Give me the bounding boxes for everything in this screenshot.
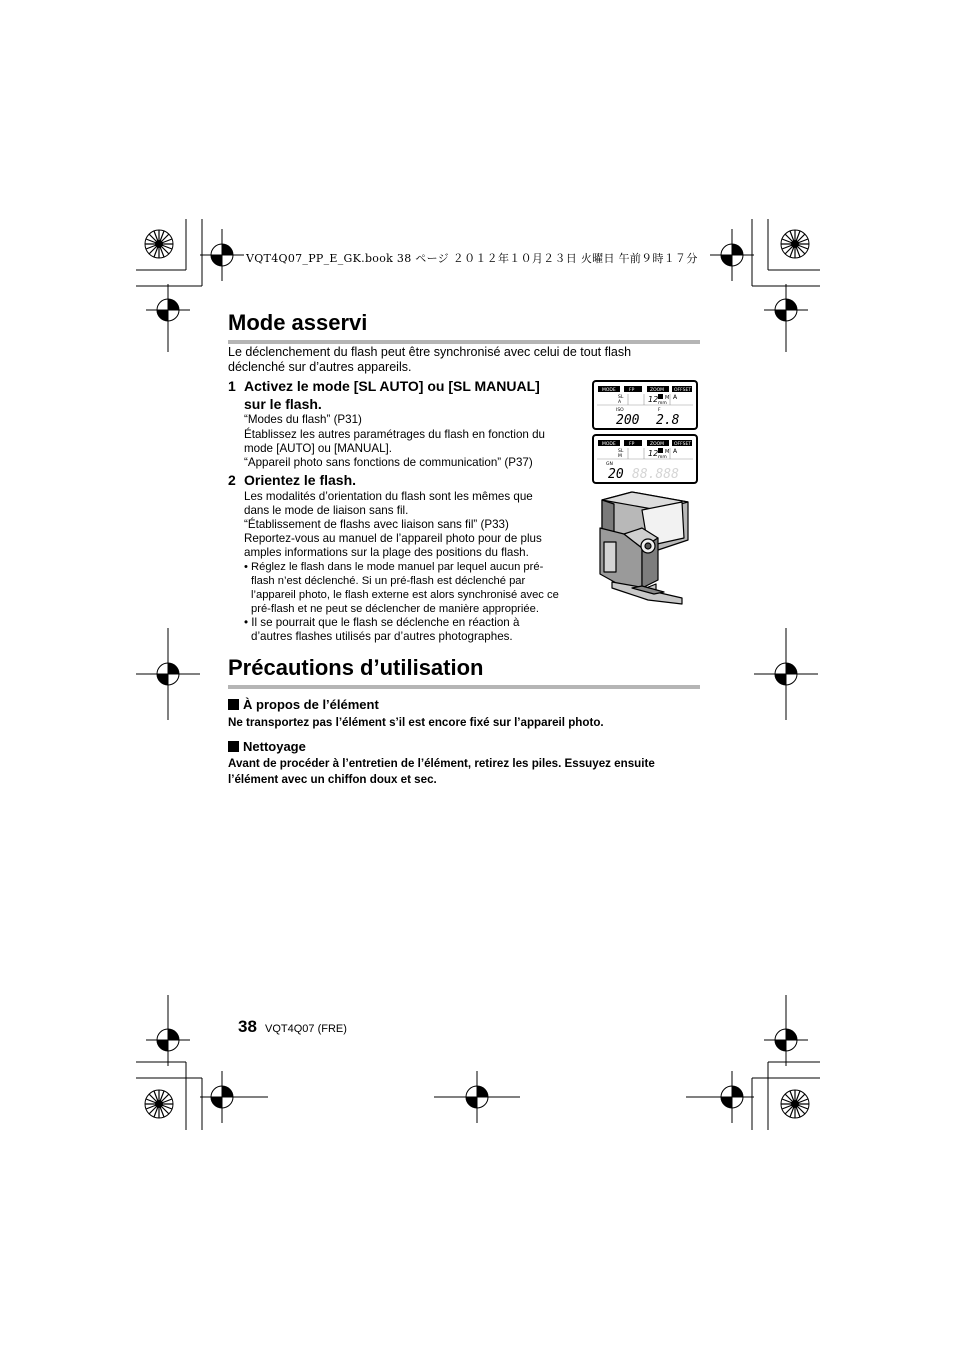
section-title-precautions: Précautions d’utilisation bbox=[228, 655, 484, 680]
body-line: mode [AUTO] ou [MANUAL]. bbox=[244, 442, 392, 455]
body-line: Reportez-vous au manuel de l’appareil photo pour de plus bbox=[244, 532, 542, 545]
svg-text:FP: FP bbox=[629, 388, 635, 393]
svg-text:F: F bbox=[658, 408, 661, 413]
svg-text:88.888: 88.888 bbox=[632, 467, 679, 482]
body-line: Établissez les autres paramétrages du flash en fonction du bbox=[244, 428, 545, 441]
bullet-manual-mode bbox=[244, 560, 589, 616]
document-code: VQT4Q07 (FRE) bbox=[265, 1023, 347, 1035]
step-title-line: sur le flash. bbox=[244, 396, 322, 412]
cross-reference-modes: “Modes du flash” (P31) bbox=[244, 413, 362, 426]
book-header: VQT4Q07_PP_E_GK.book 38 ページ ２０１２年１０月２３日 火曜日 午前９時１７分 bbox=[246, 252, 698, 265]
svg-text:2.8: 2.8 bbox=[656, 413, 680, 428]
section-title-mode-asservi: Mode asservi bbox=[228, 310, 368, 335]
svg-text:ISO: ISO bbox=[616, 408, 624, 413]
cross-reference-camera: “Appareil photo sans fonctions de communication” (P37) bbox=[244, 456, 533, 469]
subheading-cleaning bbox=[228, 739, 306, 754]
subheading-about-element bbox=[228, 697, 379, 712]
svg-text:ZOOM: ZOOM bbox=[650, 388, 665, 393]
svg-text:mm: mm bbox=[658, 455, 667, 460]
svg-text:MODE: MODE bbox=[602, 388, 616, 393]
svg-text:SL: SL bbox=[618, 395, 624, 400]
cleaning-line: l’élément avec un chiffon doux et sec. bbox=[228, 773, 437, 786]
bullet-line: • Réglez le flash dans le mode manuel par lequel aucun pré- bbox=[244, 561, 544, 573]
body-line: dans le mode de liaison sans fil. bbox=[244, 504, 409, 517]
svg-text:M: M bbox=[618, 454, 622, 459]
svg-text:200: 200 bbox=[616, 413, 640, 428]
svg-text:A: A bbox=[673, 394, 678, 401]
intro-line: Le déclenchement du flash peut être synchronisé avec celui de tout flash bbox=[228, 345, 632, 359]
step-1-title bbox=[244, 377, 584, 413]
transport-warning: Ne transportez pas l’élément s’il est encore fixé sur l’appareil photo. bbox=[228, 716, 604, 729]
bullet-line: flash n’est déclenché. Si un pré-flash est déclenché par bbox=[251, 575, 526, 587]
svg-text:A: A bbox=[673, 448, 678, 455]
svg-text:M: M bbox=[665, 449, 670, 455]
step-2-number: 2 bbox=[228, 472, 236, 488]
flash-unit-illustration bbox=[592, 488, 698, 606]
step-1-number: 1 bbox=[228, 378, 236, 394]
svg-text:MODE: MODE bbox=[602, 442, 616, 447]
step-1-body bbox=[244, 413, 584, 470]
svg-text:ZOOM: ZOOM bbox=[650, 442, 665, 447]
svg-text:SL: SL bbox=[618, 449, 624, 454]
svg-text:OFFSET: OFFSET bbox=[674, 388, 692, 393]
svg-text:FP: FP bbox=[629, 442, 635, 447]
subheading-text: Nettoyage bbox=[243, 739, 306, 754]
svg-text:A: A bbox=[618, 400, 622, 405]
svg-text:20: 20 bbox=[608, 467, 624, 482]
bullet-other-flashes bbox=[244, 616, 589, 644]
bullet-line: l’appareil photo, le flash externe est alors synchronisé avec ce bbox=[251, 589, 559, 601]
square-bullet-icon bbox=[228, 699, 239, 710]
svg-text:M: M bbox=[665, 395, 670, 401]
page-number: 38 bbox=[238, 1017, 257, 1036]
intro-paragraph bbox=[228, 345, 698, 374]
svg-text:12: 12 bbox=[648, 395, 659, 404]
cross-reference-wireless: “Établissement de flashs avec liaison sans fil” (P33) bbox=[244, 518, 509, 531]
bullet-line: • Il se pourrait que le flash se déclenche en réaction à bbox=[244, 616, 520, 629]
body-line: Les modalités d’orientation du flash sont les mêmes que bbox=[244, 490, 533, 503]
section-rule bbox=[228, 340, 700, 344]
subheading-text: À propos de l’élément bbox=[243, 697, 379, 712]
svg-text:mm: mm bbox=[658, 401, 667, 406]
bullet-line: pré-flash et ne peut se déclencher de manière appropriée. bbox=[251, 603, 539, 615]
body-line: amples informations sur la plage des positions du flash. bbox=[244, 546, 529, 559]
square-bullet-icon bbox=[228, 741, 239, 752]
svg-text:OFFSET: OFFSET bbox=[674, 442, 692, 447]
svg-text:GN: GN bbox=[606, 462, 613, 467]
step-2-title: Orientez le flash. bbox=[244, 472, 357, 488]
bullet-line: d’autres flashes utilisés par d’autres photographes. bbox=[251, 630, 513, 643]
intro-line: déclenché sur d’autres appareils. bbox=[228, 359, 412, 374]
step-2-body bbox=[244, 490, 589, 560]
svg-text:12: 12 bbox=[648, 449, 659, 458]
step-title-line: Activez le mode [SL AUTO] ou [SL MANUAL] bbox=[244, 378, 540, 394]
lcd-display-sl-manual bbox=[592, 434, 698, 484]
cleaning-instructions bbox=[228, 756, 708, 788]
cleaning-line: Avant de procéder à l’entretien de l’élément, retirez les piles. Essuyez ensuite bbox=[228, 757, 655, 770]
lcd-display-sl-auto bbox=[592, 380, 698, 430]
section-rule bbox=[228, 685, 700, 689]
